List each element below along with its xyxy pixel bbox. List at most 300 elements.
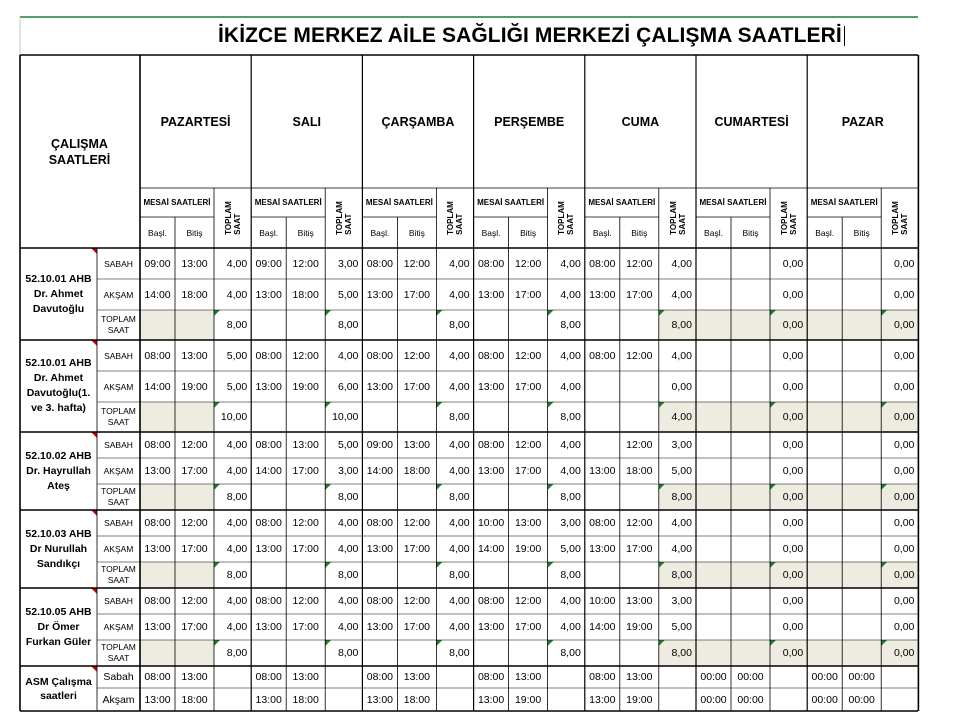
total-cell[interactable]: 3,00 — [337, 465, 359, 477]
time-cell[interactable]: 08:00 — [477, 257, 505, 270]
time-cell[interactable] — [842, 484, 881, 510]
total-cell[interactable]: 4,00 — [449, 380, 470, 393]
mesai-header-2[interactable]: MESAİ SAATLERİ — [365, 197, 433, 207]
row-label-aksam[interactable]: AKŞAM — [103, 289, 134, 300]
total-cell[interactable]: 0,00 — [782, 621, 804, 633]
time-cell[interactable]: 12:00 — [514, 595, 542, 607]
time-cell[interactable]: 00:00 — [848, 693, 875, 706]
total-cell[interactable]: 8,00 — [560, 647, 581, 659]
time-cell[interactable] — [286, 310, 325, 340]
total-cell[interactable]: 4,00 — [337, 517, 359, 529]
time-cell[interactable]: 08:00 — [255, 439, 282, 451]
total-cell[interactable]: 0,00 — [782, 349, 804, 362]
time-cell[interactable] — [696, 310, 731, 340]
time-cell[interactable]: 13:00 — [181, 671, 208, 683]
time-cell[interactable] — [731, 371, 770, 402]
total-cell[interactable]: 8,00 — [337, 647, 359, 659]
time-cell[interactable]: 08:00 — [366, 671, 394, 683]
time-cell[interactable] — [696, 510, 731, 536]
total-cell[interactable]: 8,00 — [337, 319, 359, 331]
total-cell[interactable]: 0,00 — [782, 543, 804, 555]
time-cell[interactable] — [140, 562, 175, 588]
time-cell[interactable]: 08:00 — [366, 517, 394, 529]
time-cell[interactable]: 14:00 — [144, 288, 171, 301]
time-cell[interactable] — [474, 402, 509, 432]
total-cell[interactable]: 0,00 — [893, 543, 915, 555]
time-cell[interactable]: 14:00 — [477, 543, 505, 555]
total-cell[interactable]: 8,00 — [560, 411, 581, 423]
time-cell[interactable] — [807, 248, 842, 279]
time-cell[interactable] — [397, 402, 436, 432]
time-cell[interactable] — [731, 402, 770, 432]
mesai-header-3[interactable]: MESAİ SAATLERİ — [477, 197, 545, 207]
time-cell[interactable]: 00:00 — [811, 693, 838, 706]
time-cell[interactable]: 18:00 — [403, 465, 431, 477]
time-cell[interactable]: 17:00 — [403, 380, 431, 393]
time-cell[interactable]: 17:00 — [514, 465, 542, 477]
time-cell[interactable] — [807, 510, 842, 536]
mesai-header-5[interactable]: MESAİ SAATLERİ — [699, 197, 767, 207]
time-cell[interactable] — [731, 562, 770, 588]
time-cell[interactable] — [620, 562, 659, 588]
total-cell[interactable]: 0,00 — [893, 411, 915, 423]
time-cell[interactable] — [362, 484, 397, 510]
row-label-toplam[interactable]: TOPLAM SAAT — [101, 642, 136, 663]
time-cell[interactable] — [286, 484, 325, 510]
total-cell[interactable]: 5,00 — [560, 543, 581, 555]
time-cell[interactable] — [842, 371, 881, 402]
total-cell[interactable]: 0,00 — [782, 491, 804, 503]
time-cell[interactable] — [140, 310, 175, 340]
total-cell[interactable]: 0,00 — [782, 465, 804, 477]
time-cell[interactable]: 18:00 — [292, 693, 319, 706]
time-cell[interactable]: 12:00 — [181, 517, 208, 529]
total-cell[interactable]: 4,00 — [449, 349, 470, 362]
time-cell[interactable]: 13:00 — [292, 671, 319, 683]
total-cell[interactable]: 0,00 — [782, 569, 804, 581]
total-cell[interactable]: 4,00 — [449, 439, 470, 451]
total-cell[interactable]: 4,00 — [226, 465, 248, 477]
time-cell[interactable] — [807, 588, 842, 614]
time-cell[interactable] — [731, 340, 770, 371]
time-cell[interactable]: 18:00 — [403, 693, 431, 706]
time-cell[interactable]: 13:00 — [403, 671, 431, 683]
time-cell[interactable]: 17:00 — [181, 465, 208, 477]
time-cell[interactable] — [251, 402, 286, 432]
time-cell[interactable] — [731, 310, 770, 340]
total-cell[interactable]: 0,00 — [782, 319, 804, 331]
total-cell[interactable]: 4,00 — [560, 439, 581, 451]
total-cell[interactable]: 8,00 — [226, 319, 248, 331]
time-cell[interactable]: 13:00 — [255, 621, 282, 633]
time-cell[interactable]: 12:00 — [626, 349, 653, 362]
day-header-0[interactable]: PAZARTESİ — [160, 114, 231, 129]
sheet-title[interactable] — [20, 17, 918, 55]
total-cell[interactable]: 8,00 — [449, 647, 470, 659]
total-cell[interactable]: 8,00 — [560, 491, 581, 503]
total-cell[interactable]: 4,00 — [560, 595, 581, 607]
time-cell[interactable]: 13:00 — [144, 465, 171, 477]
total-cell[interactable]: 4,00 — [560, 621, 581, 633]
bitis-header-6[interactable]: Bitiş — [853, 227, 870, 238]
time-cell[interactable]: 08:00 — [477, 349, 505, 362]
total-cell[interactable] — [548, 688, 585, 711]
asm-name[interactable]: ASM Çalışma saatleri — [25, 675, 92, 702]
time-cell[interactable]: 08:00 — [366, 257, 394, 270]
time-cell[interactable]: 17:00 — [181, 621, 208, 633]
total-cell[interactable]: 4,00 — [560, 349, 581, 362]
time-cell[interactable]: 08:00 — [366, 349, 394, 362]
time-cell[interactable]: 13:00 — [589, 543, 616, 555]
total-cell[interactable]: 0,00 — [893, 288, 915, 301]
time-cell[interactable]: 13:00 — [181, 349, 208, 362]
time-cell[interactable] — [585, 402, 620, 432]
total-cell[interactable] — [325, 688, 362, 711]
time-cell[interactable]: 17:00 — [514, 288, 542, 301]
day-header-1[interactable]: SALI — [292, 114, 322, 129]
total-cell[interactable]: 4,00 — [560, 257, 581, 270]
time-cell[interactable] — [696, 340, 731, 371]
toplam-saat-header-5[interactable] — [770, 188, 807, 248]
total-cell[interactable]: 4,00 — [337, 349, 359, 362]
time-cell[interactable]: 00:00 — [811, 671, 838, 683]
time-cell[interactable]: 12:00 — [514, 257, 542, 270]
time-cell[interactable]: 12:00 — [514, 349, 542, 362]
time-cell[interactable] — [842, 248, 881, 279]
row-label-toplam[interactable]: TOPLAM SAAT — [101, 486, 136, 507]
time-cell[interactable]: 13:00 — [366, 288, 394, 301]
time-cell[interactable] — [140, 640, 175, 666]
total-cell[interactable]: 5,00 — [226, 349, 248, 362]
time-cell[interactable]: 18:00 — [181, 693, 208, 706]
total-cell[interactable]: 4,00 — [226, 439, 248, 451]
time-cell[interactable]: 14:00 — [144, 380, 171, 393]
time-cell[interactable] — [620, 640, 659, 666]
total-cell[interactable]: 8,00 — [449, 569, 470, 581]
total-cell[interactable]: 0,00 — [893, 621, 915, 633]
time-cell[interactable]: 08:00 — [255, 595, 282, 607]
time-cell[interactable]: 17:00 — [514, 380, 542, 393]
time-cell[interactable] — [140, 402, 175, 432]
time-cell[interactable]: 08:00 — [589, 257, 616, 270]
time-cell[interactable]: 12:00 — [292, 349, 319, 362]
total-cell[interactable] — [770, 688, 807, 711]
time-cell[interactable] — [362, 562, 397, 588]
time-cell[interactable] — [397, 484, 436, 510]
total-cell[interactable]: 0,00 — [782, 439, 804, 451]
time-cell[interactable] — [696, 458, 731, 484]
basl-header-5[interactable]: Başl. — [704, 227, 723, 238]
row-label-sabah[interactable]: SABAH — [104, 596, 133, 606]
time-cell[interactable] — [807, 432, 842, 458]
bitis-header-0[interactable]: Bitiş — [186, 227, 203, 238]
row-label-toplam[interactable]: TOPLAM SAAT — [101, 564, 136, 585]
time-cell[interactable] — [807, 640, 842, 666]
time-cell[interactable] — [807, 536, 842, 562]
total-cell[interactable]: 4,00 — [337, 621, 359, 633]
total-cell[interactable]: 4,00 — [226, 517, 248, 529]
total-cell[interactable]: 0,00 — [782, 411, 804, 423]
total-cell[interactable]: 3,00 — [337, 257, 359, 270]
asm-row-label[interactable]: Akşam — [102, 693, 135, 706]
time-cell[interactable] — [696, 484, 731, 510]
unit-name[interactable]: 52.10.01 AHB Dr. Ahmet Davutoğlu — [25, 272, 92, 315]
toplam-saat-header-6[interactable] — [881, 188, 918, 248]
time-cell[interactable] — [842, 458, 881, 484]
time-cell[interactable] — [397, 640, 436, 666]
time-cell[interactable] — [251, 640, 286, 666]
time-cell[interactable]: 08:00 — [589, 671, 616, 683]
time-cell[interactable] — [585, 640, 620, 666]
time-cell[interactable] — [842, 310, 881, 340]
total-cell[interactable] — [881, 688, 918, 711]
basl-header-4[interactable]: Başl. — [592, 227, 612, 238]
total-cell[interactable]: 4,00 — [560, 288, 581, 301]
time-cell[interactable]: 13:00 — [366, 621, 394, 633]
time-cell[interactable]: 13:00 — [589, 465, 616, 477]
time-cell[interactable]: 12:00 — [181, 439, 208, 451]
total-cell[interactable]: 4,00 — [337, 595, 359, 607]
time-cell[interactable] — [731, 640, 770, 666]
bitis-header-3[interactable]: Bitiş — [520, 227, 537, 238]
total-cell[interactable]: 0,00 — [893, 517, 915, 529]
time-cell[interactable]: 13:00 — [366, 693, 394, 706]
time-cell[interactable]: 08:00 — [255, 349, 282, 362]
time-cell[interactable] — [286, 562, 325, 588]
time-cell[interactable] — [807, 310, 842, 340]
total-cell[interactable]: 0,00 — [782, 647, 804, 659]
time-cell[interactable]: 13:00 — [292, 439, 319, 451]
time-cell[interactable]: 12:00 — [292, 595, 319, 607]
time-cell[interactable]: 19:00 — [514, 543, 542, 555]
toplam-saat-header-1[interactable] — [325, 188, 362, 248]
time-cell[interactable] — [474, 484, 509, 510]
time-cell[interactable] — [696, 248, 731, 279]
time-cell[interactable] — [474, 562, 509, 588]
total-cell[interactable]: 4,00 — [337, 543, 359, 555]
time-cell[interactable] — [620, 371, 659, 402]
unit-name[interactable]: 52.10.02 AHB Dr. Hayrullah Ateş — [25, 449, 92, 492]
time-cell[interactable]: 12:00 — [292, 257, 319, 270]
time-cell[interactable]: 13:00 — [477, 288, 505, 301]
total-cell[interactable]: 4,00 — [671, 257, 692, 270]
time-cell[interactable]: 12:00 — [292, 517, 319, 529]
time-cell[interactable]: 13:00 — [144, 621, 171, 633]
time-cell[interactable]: 12:00 — [626, 439, 653, 451]
time-cell[interactable] — [175, 484, 214, 510]
time-cell[interactable]: 17:00 — [292, 621, 319, 633]
total-cell[interactable]: 0,00 — [893, 380, 915, 393]
time-cell[interactable]: 08:00 — [477, 671, 505, 683]
time-cell[interactable]: 13:00 — [366, 543, 394, 555]
time-cell[interactable]: 12:00 — [181, 595, 208, 607]
time-cell[interactable]: 17:00 — [181, 543, 208, 555]
total-cell[interactable]: 4,00 — [560, 465, 581, 477]
time-cell[interactable]: 12:00 — [626, 257, 653, 270]
asm-row-label[interactable]: Sabah — [103, 671, 134, 683]
total-cell[interactable]: 10,00 — [220, 411, 248, 423]
time-cell[interactable] — [807, 371, 842, 402]
time-cell[interactable]: 09:00 — [144, 257, 171, 270]
bitis-header-5[interactable]: Bitiş — [742, 227, 759, 238]
total-cell[interactable]: 4,00 — [671, 349, 692, 362]
total-cell[interactable]: 0,00 — [893, 647, 915, 659]
time-cell[interactable] — [286, 402, 325, 432]
time-cell[interactable] — [807, 340, 842, 371]
time-cell[interactable]: 19:00 — [292, 380, 319, 393]
bitis-header-1[interactable]: Bitiş — [297, 227, 314, 238]
time-cell[interactable] — [731, 510, 770, 536]
time-cell[interactable]: 17:00 — [626, 288, 653, 301]
basl-header-1[interactable]: Başl. — [259, 227, 279, 238]
time-cell[interactable] — [509, 484, 548, 510]
time-cell[interactable]: 09:00 — [366, 439, 394, 451]
time-cell[interactable] — [696, 614, 731, 640]
time-cell[interactable] — [807, 562, 842, 588]
total-cell[interactable]: 0,00 — [893, 465, 915, 477]
time-cell[interactable]: 08:00 — [477, 595, 505, 607]
total-cell[interactable]: 8,00 — [560, 319, 581, 331]
total-cell[interactable]: 0,00 — [893, 349, 915, 362]
total-cell[interactable]: 4,00 — [449, 543, 470, 555]
row-label-sabah[interactable]: SABAH — [104, 440, 133, 450]
time-cell[interactable] — [731, 279, 770, 310]
mesai-header-0[interactable]: MESAİ SAATLERİ — [143, 197, 211, 207]
day-header-6[interactable]: PAZAR — [841, 114, 884, 129]
time-cell[interactable]: 13:00 — [589, 693, 616, 706]
total-cell[interactable]: 8,00 — [226, 569, 248, 581]
time-cell[interactable] — [842, 562, 881, 588]
bitis-header-4[interactable]: Bitiş — [631, 227, 648, 238]
time-cell[interactable]: 18:00 — [181, 288, 208, 301]
total-cell[interactable] — [214, 688, 251, 711]
time-cell[interactable] — [509, 640, 548, 666]
total-cell[interactable]: 8,00 — [337, 569, 359, 581]
total-cell[interactable] — [436, 666, 473, 688]
total-cell[interactable]: 0,00 — [893, 319, 915, 331]
basl-header-0[interactable]: Başl. — [148, 227, 167, 238]
calisma-saatleri-header[interactable]: ÇALIŞMA SAATLERİ — [48, 137, 111, 167]
time-cell[interactable] — [474, 310, 509, 340]
total-cell[interactable]: 4,00 — [671, 411, 692, 423]
time-cell[interactable] — [696, 279, 731, 310]
time-cell[interactable]: 10:00 — [589, 595, 616, 607]
time-cell[interactable]: 13:00 — [626, 595, 653, 607]
time-cell[interactable] — [842, 510, 881, 536]
total-cell[interactable]: 4,00 — [449, 288, 470, 301]
time-cell[interactable]: 13:00 — [477, 465, 505, 477]
time-cell[interactable]: 13:00 — [403, 439, 431, 451]
total-cell[interactable] — [881, 666, 918, 688]
total-cell[interactable]: 4,00 — [449, 257, 470, 270]
time-cell[interactable] — [731, 614, 770, 640]
total-cell[interactable]: 8,00 — [449, 491, 470, 503]
time-cell[interactable] — [620, 484, 659, 510]
time-cell[interactable] — [842, 340, 881, 371]
time-cell[interactable]: 08:00 — [144, 517, 171, 529]
time-cell[interactable] — [362, 640, 397, 666]
time-cell[interactable]: 14:00 — [255, 465, 282, 477]
time-cell[interactable] — [509, 402, 548, 432]
bitis-header-2[interactable]: Bitiş — [408, 227, 425, 238]
time-cell[interactable] — [362, 310, 397, 340]
time-cell[interactable] — [731, 248, 770, 279]
time-cell[interactable] — [175, 562, 214, 588]
time-cell[interactable]: 12:00 — [403, 349, 431, 362]
time-cell[interactable] — [842, 588, 881, 614]
time-cell[interactable]: 00:00 — [700, 671, 727, 683]
total-cell[interactable]: 3,00 — [671, 595, 692, 607]
total-cell[interactable]: 0,00 — [893, 595, 915, 607]
mesai-header-4[interactable]: MESAİ SAATLERİ — [588, 197, 656, 207]
total-cell[interactable]: 5,00 — [671, 465, 692, 477]
time-cell[interactable]: 12:00 — [514, 439, 542, 451]
time-cell[interactable]: 12:00 — [403, 517, 431, 529]
time-cell[interactable]: 08:00 — [589, 517, 616, 529]
time-cell[interactable]: 17:00 — [292, 465, 319, 477]
day-header-2[interactable]: ÇARŞAMBA — [381, 114, 455, 129]
time-cell[interactable]: 13:00 — [626, 671, 653, 683]
time-cell[interactable]: 00:00 — [737, 693, 764, 706]
total-cell[interactable]: 8,00 — [671, 491, 692, 503]
time-cell[interactable]: 08:00 — [144, 671, 171, 683]
total-cell[interactable] — [214, 666, 251, 688]
time-cell[interactable] — [696, 588, 731, 614]
time-cell[interactable] — [842, 432, 881, 458]
time-cell[interactable]: 08:00 — [366, 595, 394, 607]
total-cell[interactable]: 4,00 — [226, 288, 248, 301]
total-cell[interactable]: 4,00 — [226, 257, 248, 270]
total-cell[interactable]: 0,00 — [893, 257, 915, 270]
time-cell[interactable]: 00:00 — [700, 693, 727, 706]
total-cell[interactable]: 4,00 — [449, 465, 470, 477]
total-cell[interactable] — [770, 666, 807, 688]
time-cell[interactable]: 08:00 — [144, 595, 171, 607]
time-cell[interactable]: 17:00 — [403, 543, 431, 555]
time-cell[interactable] — [620, 402, 659, 432]
time-cell[interactable] — [696, 402, 731, 432]
time-cell[interactable]: 08:00 — [589, 349, 616, 362]
time-cell[interactable]: 13:00 — [477, 621, 505, 633]
total-cell[interactable]: 0,00 — [893, 439, 915, 451]
total-cell[interactable]: 3,00 — [560, 517, 581, 529]
unit-name[interactable]: 52.10.01 AHB Dr. Ahmet Davutoğlu(1. ve 3. hafta) — [25, 357, 92, 414]
time-cell[interactable] — [175, 402, 214, 432]
time-cell[interactable] — [696, 640, 731, 666]
time-cell[interactable]: 13:00 — [144, 693, 171, 706]
time-cell[interactable]: 19:00 — [626, 621, 653, 633]
time-cell[interactable]: 14:00 — [366, 465, 394, 477]
time-cell[interactable] — [696, 562, 731, 588]
time-cell[interactable] — [842, 640, 881, 666]
time-cell[interactable] — [286, 640, 325, 666]
time-cell[interactable]: 12:00 — [403, 257, 431, 270]
total-cell[interactable]: 8,00 — [671, 647, 692, 659]
time-cell[interactable]: 18:00 — [626, 465, 653, 477]
total-cell[interactable] — [548, 666, 585, 688]
total-cell[interactable]: 0,00 — [893, 569, 915, 581]
time-cell[interactable]: 19:00 — [181, 380, 208, 393]
toplam-saat-header-4[interactable] — [659, 188, 696, 248]
time-cell[interactable] — [842, 279, 881, 310]
row-label-sabah[interactable]: SABAH — [104, 258, 133, 269]
unit-name[interactable]: 52.10.05 AHB Dr Ömer Furkan Güler — [25, 605, 92, 648]
total-cell[interactable] — [436, 688, 473, 711]
total-cell[interactable]: 4,00 — [226, 595, 248, 607]
time-cell[interactable] — [731, 588, 770, 614]
time-cell[interactable]: 17:00 — [514, 621, 542, 633]
total-cell[interactable]: 5,00 — [337, 288, 359, 301]
